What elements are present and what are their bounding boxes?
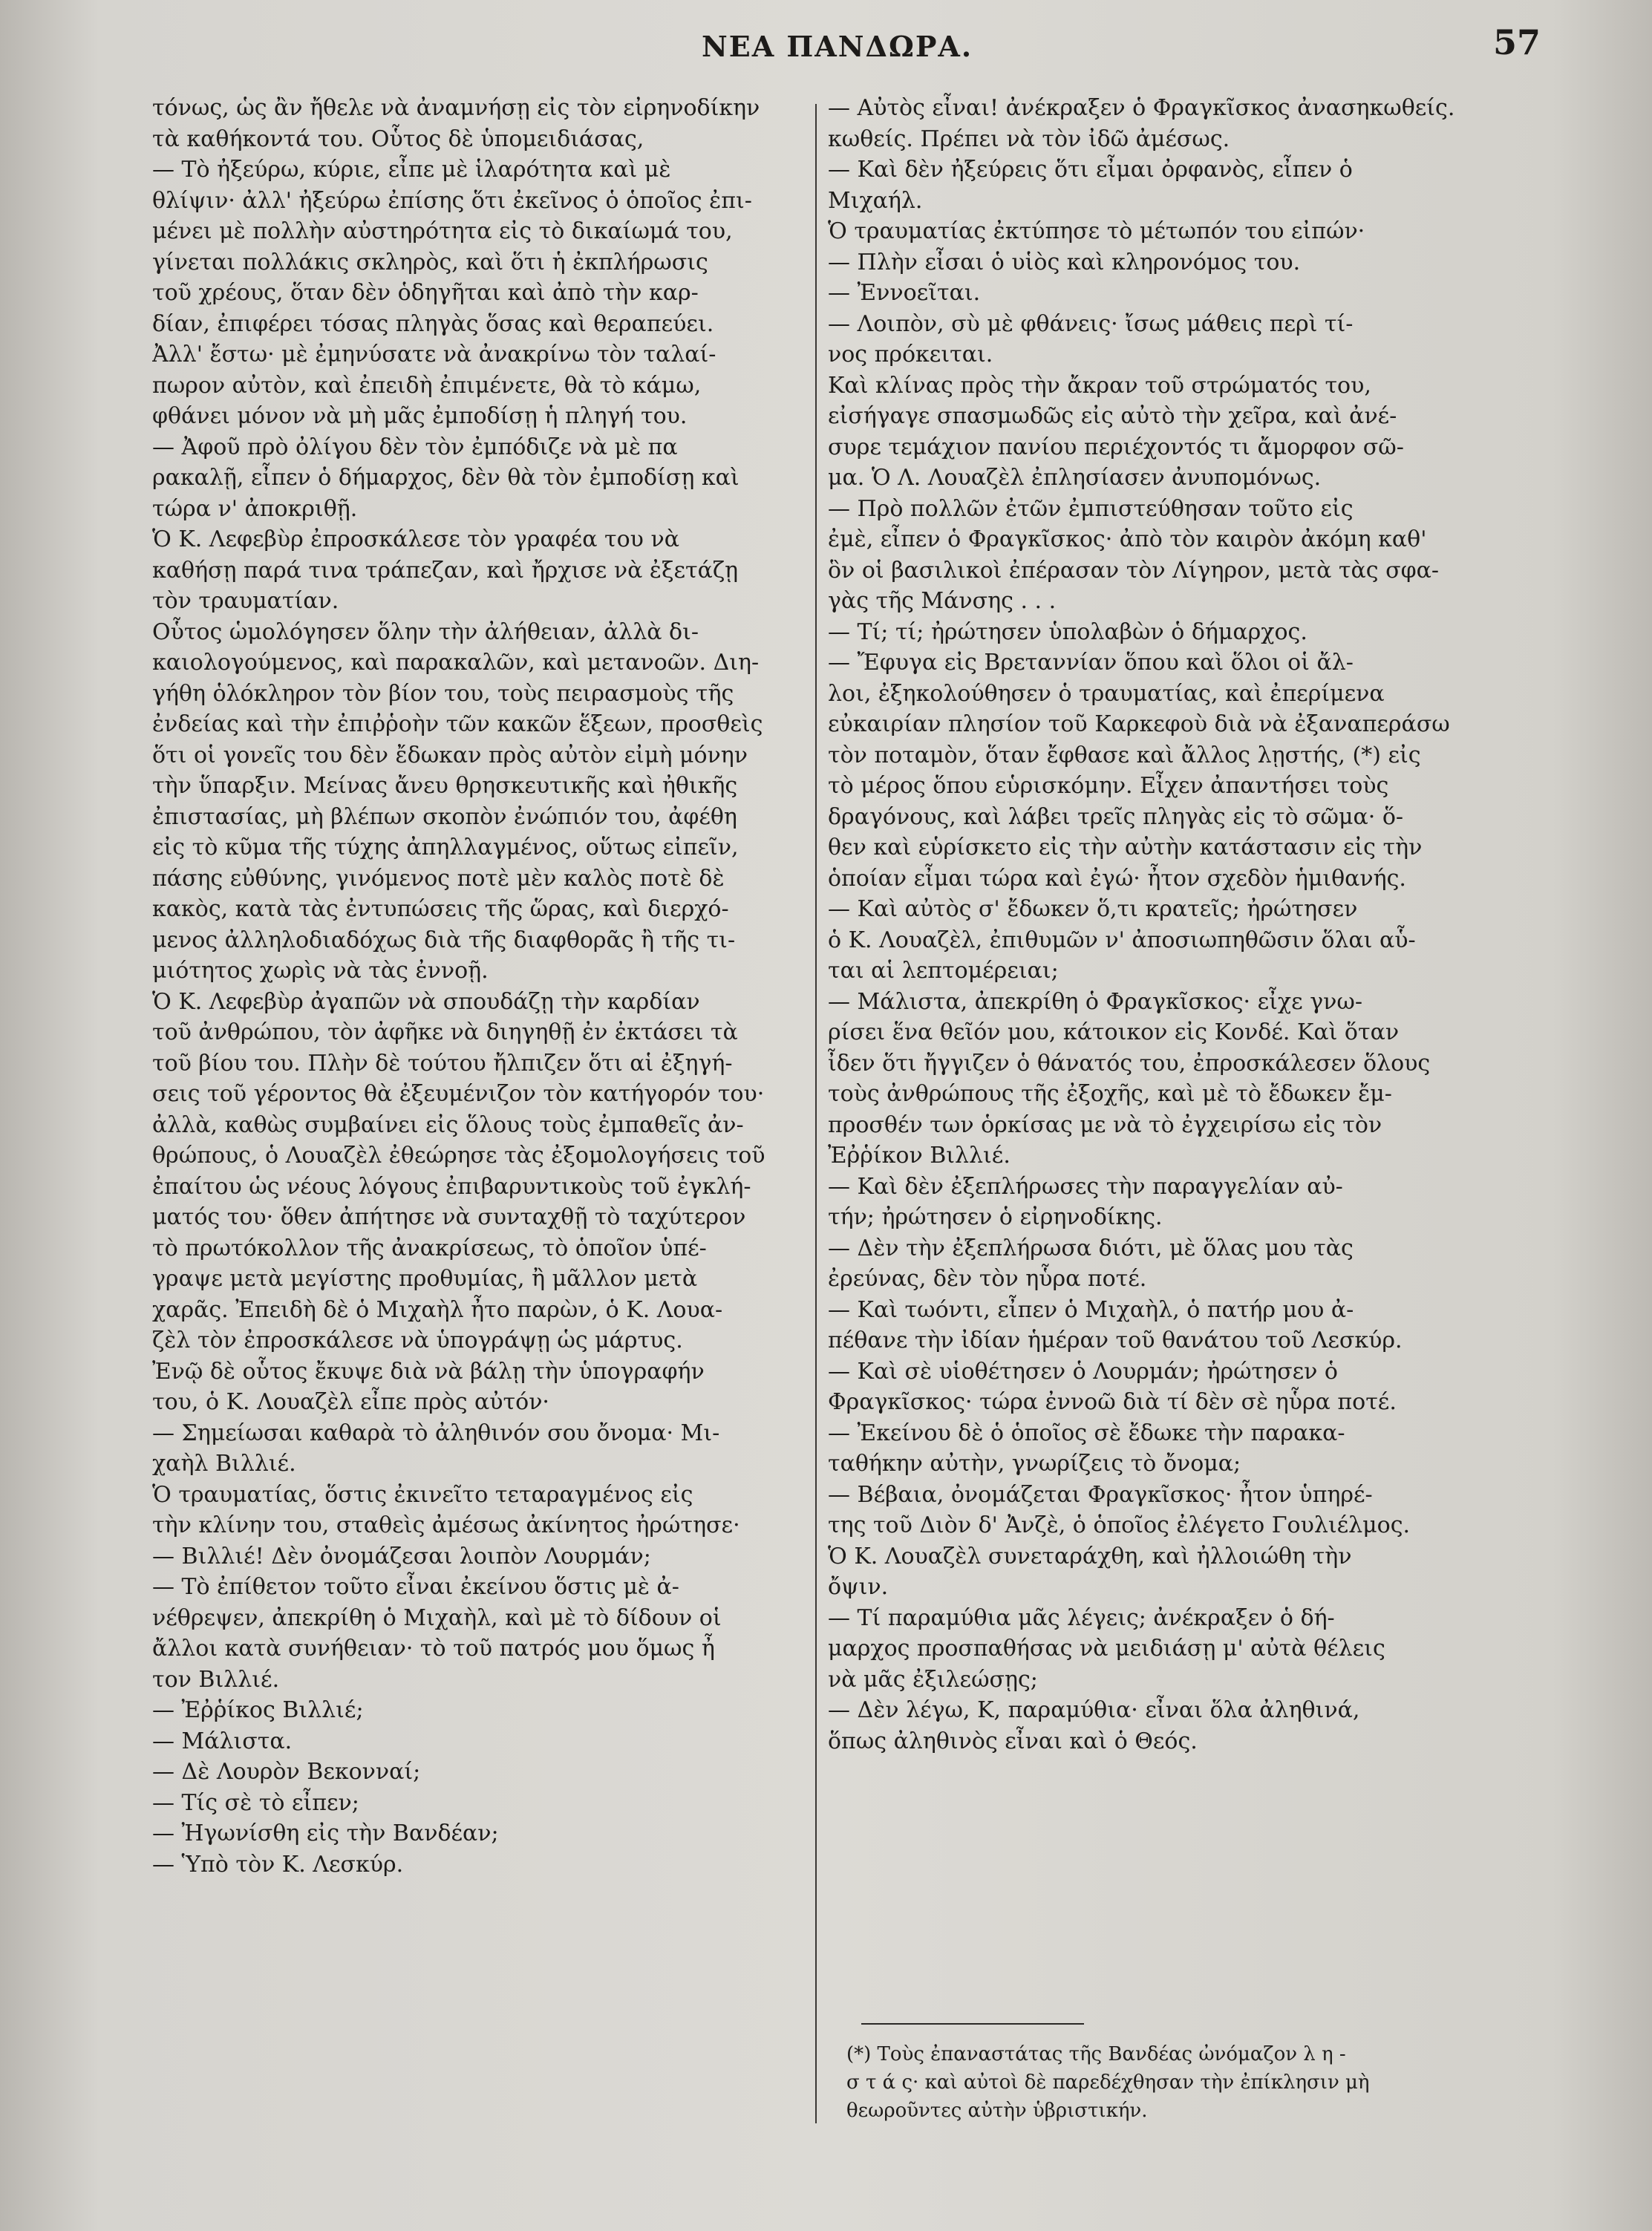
column-divider — [815, 104, 817, 2123]
text-line: — Ἠγωνίσθη εἰς τὴν Βανδέαν; — [152, 1820, 499, 1846]
text-line: χαὴλ Βιλλιέ. — [152, 1451, 296, 1477]
text-line: τὸν ποταμὸν, ὅταν ἔφθασε καὶ ἄλλος λῃστής, (*) εἰς — [828, 742, 1421, 768]
text-line: πάσης εὐθύνης, γινόμενος ποτὲ μὲν καλὸς ποτὲ δὲ — [152, 865, 725, 892]
text-line: — Δὲν τὴν ἐξεπλήρωσα διότι, μὲ ὅλας μου τὰς — [828, 1235, 1354, 1261]
text-line: ρακαλῇ, εἶπεν ὁ δήμαρχος, δὲν θὰ τὸν ἐμποδίσῃ καὶ — [152, 465, 740, 491]
text-line: ἶδεν ὅτι ἤγγιζεν ὁ θάνατός του, ἐπροσκάλεσεν ὅλους — [828, 1050, 1431, 1077]
text-line: — Ἀφοῦ πρὸ ὀλίγου δὲν τὸν ἐμπόδιζε νὰ μὲ πα — [152, 434, 678, 460]
text-line: θεν καὶ εὑρίσκετο εἰς τὴν αὐτὴν κατάστασιν εἰς τὴν — [828, 834, 1423, 860]
text-line: κακὸς, κατὰ τὰς ἐντυπώσεις τῆς ὥρας, καὶ διερχό- — [152, 896, 729, 922]
text-line: Μιχαήλ. — [828, 187, 923, 214]
text-line: τοῦ χρέους, ὅταν δὲν ὁδηγῆται καὶ ἀπὸ τὴν καρ- — [152, 280, 699, 306]
text-line: ὁποίαν εἶμαι τώρα καὶ ἐγώ· ἦτον σχεδὸν ἡμιθανής. — [828, 865, 1406, 892]
text-line: τὴν κλίνην του, σταθεὶς ἀμέσως ἀκίνητος ἠρώτησε· — [152, 1512, 740, 1538]
text-line: — Βιλλιέ! Δὲν ὀνομάζεσαι λοιπὸν Λουρμάν; — [152, 1543, 651, 1569]
text-line: χαρᾶς. Ἐπειδὴ δὲ ὁ Μιχαὴλ ἦτο παρὼν, ὁ Κ. Λουα- — [152, 1296, 723, 1323]
text-line: τὸ πρωτόκολλον τῆς ἀνακρίσεως, τὸ ὁποῖον ὑπέ- — [152, 1235, 707, 1261]
text-line: εἰσήγαγε σπασμωδῶς εἰς αὐτὸ τὴν χεῖρα, καὶ ἀνέ- — [828, 403, 1397, 429]
text-line: συρε τεμάχιον πανίου περιέχοντός τι ἄμορφον σῶ- — [828, 434, 1404, 460]
text-line: τοῦ ἀνθρώπου, τὸν ἀφῆκε νὰ διηγηθῇ ἐν ἐκτάσει τὰ — [152, 1019, 738, 1045]
text-line: πωρον αὐτὸν, καὶ ἐπειδὴ ἐπιμένετε, θὰ τὸ κάμω, — [152, 372, 702, 399]
text-line: μενος ἀλληλοδιαδόχως διὰ τῆς διαφθορᾶς ἢ τῆς τι- — [152, 927, 736, 953]
text-line: νέθρεψεν, ἀπεκρίθη ὁ Μιχαὴλ, καὶ μὲ τὸ δίδουν οἱ — [152, 1604, 722, 1631]
text-line: κωθείς. Πρέπει νὰ τὸν ἰδῶ ἀμέσως. — [828, 125, 1230, 152]
right-column — [828, 93, 1470, 1757]
text-line: — Δὲ Λουρὸν Βεκονναί; — [152, 1759, 421, 1785]
text-line: — Μάλιστα, ἀπεκρίθη ὁ Φραγκῖσκος· εἶχε γνω- — [828, 988, 1362, 1015]
text-line: Ὁ Κ. Λεφεβὺρ ἐπροσκάλεσε τὸν γραφέα του νὰ — [152, 526, 679, 552]
text-line: δίαν, ἐπιφέρει τόσας πληγὰς ὅσας καὶ θεραπεύει. — [152, 310, 714, 337]
text-line: — Καὶ δὲν ἠξεύρεις ὅτι εἶμαι ὀρφανὸς, εἶπεν ὁ — [828, 157, 1353, 183]
text-line: — Αὐτὸς εἶναι! ἀνέκραξεν ὁ Φραγκῖσκος ἀνασηκωθείς. — [828, 95, 1455, 121]
text-line: μαρχος προσπαθήσας νὰ μειδιάσῃ μ' αὐτὰ θέλεις — [828, 1636, 1385, 1662]
footnote-line: (*) Τοὺς ἐπαναστάτας τῆς Βανδέας ὠνόμαζον λ η - — [846, 2043, 1346, 2065]
text-line: μιότητος χωρὶς νὰ τὰς ἐννοῇ. — [152, 958, 489, 984]
text-line: της τοῦ Διὸν δ' Ἀνζὲ, ὁ ὁποῖος ἐλέγετο Γουλιέλμος. — [828, 1512, 1411, 1538]
text-line: τώρα ν' ἀποκριθῇ. — [152, 495, 358, 522]
text-line: — Καὶ τωόντι, εἶπεν ὁ Μιχαὴλ, ὁ πατήρ μου ἀ- — [828, 1296, 1354, 1323]
text-line: Ὁ τραυματίας, ὅστις ἐκινεῖτο τεταραγμένος εἰς — [152, 1481, 693, 1508]
text-line: Ὁ Κ. Λεφεβὺρ ἀγαπῶν νὰ σπουδάζῃ τὴν καρδίαν — [152, 988, 700, 1015]
text-line: Ὁ τραυματίας ἐκτύπησε τὸ μέτωπόν του εἰπών· — [828, 218, 1365, 244]
text-line: ὃν οἱ βασιλικοὶ ἐπέρασαν τὸν Λίγηρον, μετὰ τὰς σφα- — [828, 557, 1439, 584]
text-line: γίνεται πολλάκις σκληρὸς, καὶ ὅτι ἡ ἐκπλήρωσις — [152, 249, 708, 275]
text-line: ἀλλὰ, καθὼς συμβαίνει εἰς ὅλους τοὺς ἐμπαθεῖς ἀν- — [152, 1111, 744, 1138]
text-line: — Ἐῤῥίκος Βιλλιέ; — [152, 1697, 364, 1723]
text-line: ἐπιστασίας, μὴ βλέπων σκοπὸν ἐνώπιόν του, ἀφέθη — [152, 803, 737, 830]
text-line: τὴν ὕπαρξιν. Μείνας ἄνευ θρησκευτικῆς καὶ ἠθικῆς — [152, 773, 738, 799]
text-line: — Πρὸ πολλῶν ἐτῶν ἐμπιστεύθησαν τοῦτο εἰς — [828, 495, 1354, 522]
text-line: ὅπως ἀληθινὸς εἶναι καὶ ὁ Θεός. — [828, 1728, 1198, 1754]
text-line: μένει μὲ πολλὴν αὐστηρότητα εἰς τὸ δικαίωμά του, — [152, 218, 733, 244]
text-line: ἐπαίτου ὡς νέους λόγους ἐπιβαρυντικοὺς τοῦ ἐγκλή- — [152, 1173, 751, 1200]
text-line: ἐρεύνας, δὲν τὸν ηὗρα ποτέ. — [828, 1266, 1147, 1292]
text-line: νὰ μᾶς ἐξιλεώσῃς; — [828, 1666, 1038, 1693]
text-line: τήν; ἠρώτησεν ὁ εἰρηνοδίκης. — [828, 1204, 1163, 1230]
text-line: θρώπους, ὁ Λουαζὲλ ἐθεώρησε τὰς ἐξομολογήσεις τοῦ — [152, 1143, 765, 1169]
text-line: — Δὲν λέγω, Κ, παραμύθια· εἶναι ὅλα ἀληθινά, — [828, 1697, 1360, 1723]
text-line: προσθέν των ὁρκίσας με νὰ τὸ ἐγχειρίσω εἰς τὸν — [828, 1111, 1382, 1138]
left-column — [152, 93, 806, 1880]
text-line: ἐμὲ, εἶπεν ὁ Φραγκῖσκος· ἀπὸ τὸν καιρὸν ἀκόμη καθ' — [828, 526, 1427, 552]
text-line: Ἐνῷ δὲ οὗτος ἔκυψε διὰ νὰ βάλῃ τὴν ὑπογραφήν — [152, 1358, 705, 1385]
text-line: Ἐῤῥίκον Βιλλιέ. — [828, 1143, 1011, 1169]
text-line: γὰς τῆς Μάνσης . . . — [828, 588, 1057, 614]
text-line: — Καὶ αὐτὸς σ' ἔδωκεν ὅ,τι κρατεῖς; ἠρώτησεν — [828, 896, 1358, 922]
text-line: — Τὸ ἠξεύρω, κύριε, εἶπε μὲ ἱλαρότητα καὶ μὲ — [152, 157, 671, 183]
text-line: — Τίς σὲ τὸ εἶπεν; — [152, 1789, 359, 1816]
text-line: ρίσει ἕνα θεῖόν μου, κάτοικον εἰς Κονδέ. Καὶ ὅταν — [828, 1019, 1400, 1045]
text-line: Φραγκῖσκος· τώρα ἐννοῶ διὰ τί δὲν σὲ ηὗρα ποτέ. — [828, 1389, 1397, 1415]
text-line: σεις τοῦ γέροντος θὰ ἐξευμένιζον τὸν κατήγορόν του· — [152, 1081, 765, 1107]
text-line: τοῦ βίου του. Πλὴν δὲ τούτου ἤλπιζεν ὅτι αἱ ἐξηγή- — [152, 1050, 733, 1077]
text-line: νος πρόκειται. — [828, 342, 993, 368]
text-line: θλίψιν· ἀλλ' ἠξεύρω ἐπίσης ὅτι ἐκεῖνος ὁ ὁποῖος ἐπι- — [152, 187, 752, 214]
text-line: λοι, ἐξηκολούθησεν ὁ τραυματίας, καὶ ἐπερίμενα — [828, 680, 1385, 707]
text-line: — Μάλιστα. — [152, 1728, 293, 1754]
text-line: — Ἐννοεῖται. — [828, 280, 981, 306]
text-line: — Λοιπὸν, σὺ μὲ φθάνεις· ἴσως μάθεις περὶ τί- — [828, 310, 1354, 337]
text-line: φθάνει μόνον νὰ μὴ μᾶς ἐμποδίσῃ ἡ πληγή του. — [152, 403, 688, 429]
text-line: Οὗτος ὡμολόγησεν ὅλην τὴν ἀλήθειαν, ἀλλὰ δι- — [152, 618, 699, 645]
text-line: — Τὸ ἐπίθετον τοῦτο εἶναι ἐκείνου ὅστις μὲ ἀ- — [152, 1574, 679, 1600]
text-line: — Πλὴν εἶσαι ὁ υἱὸς καὶ κληρονόμος του. — [828, 249, 1301, 275]
text-line: του, ὁ Κ. Λουαζὲλ εἶπε πρὸς αὐτόν· — [152, 1389, 549, 1415]
text-line: — Καὶ σὲ υἱοθέτησεν ὁ Λουρμάν; ἠρώτησεν ὁ — [828, 1358, 1338, 1385]
text-line: τον Βιλλιέ. — [152, 1666, 280, 1693]
text-line: καιολογούμενος, καὶ παρακαλῶν, καὶ μετανοῶν. Διη- — [152, 650, 760, 676]
text-line: πέθανε τὴν ἰδίαν ἡμέραν τοῦ θανάτου τοῦ Λεσκύρ. — [828, 1327, 1403, 1353]
text-line: τόνως, ὡς ἂν ἤθελε νὰ ἀναμνήσῃ εἰς τὸν εἰρηνοδίκην — [152, 95, 760, 121]
text-line: — Σημείωσαι καθαρὰ τὸ ἀληθινόν σου ὄνομα· Μι- — [152, 1420, 720, 1446]
footnote-divider — [861, 2023, 1084, 2025]
page-number: 57 — [1492, 22, 1541, 62]
text-line: γραψε μετὰ μεγίστης προθυμίας, ἢ μᾶλλον μετὰ — [152, 1266, 698, 1292]
text-line: Ὁ Κ. Λουαζὲλ συνεταράχθη, καὶ ἠλλοιώθη τὴν — [828, 1543, 1352, 1569]
text-line: ματός του· ὅθεν ἀπήτησε νὰ συνταχθῇ τὸ ταχύτερον — [152, 1204, 746, 1230]
text-line: Καὶ κλίνας πρὸς τὴν ἄκραν τοῦ στρώματός του, — [828, 372, 1371, 399]
text-line: — Τί; τί; ἠρώτησεν ὑπολαβὼν ὁ δήμαρχος. — [828, 618, 1307, 645]
text-line: ἄλλοι κατὰ συνήθειαν· τὸ τοῦ πατρός μου ὅμως ἦ — [152, 1636, 715, 1662]
text-line: — Ὑπὸ τὸν Κ. Λεσκύρ. — [152, 1851, 404, 1878]
text-line: τὸν τραυματίαν. — [152, 588, 339, 614]
text-line: ταθήκην αὐτὴν, γνωρίζεις τὸ ὄνομα; — [828, 1451, 1241, 1477]
text-line: τοὺς ἀνθρώπους τῆς ἐξοχῆς, καὶ μὲ τὸ ἔδωκεν ἔμ- — [828, 1081, 1392, 1107]
text-line: — Τί παραμύθια μᾶς λέγεις; ἀνέκραξεν ὁ δή- — [828, 1604, 1335, 1631]
text-line: — Ἐκείνου δὲ ὁ ὁποῖος σὲ ἔδωκε τὴν παρακα- — [828, 1420, 1345, 1446]
footnote-line: θεωροῦντες αὐτὴν ὑβριστικήν. — [846, 2100, 1148, 2122]
text-line: μα. Ὁ Λ. Λουαζὲλ ἐπλησίασεν ἀνυπομόνως. — [828, 465, 1322, 491]
text-line: τὰ καθήκοντά του. Οὗτος δὲ ὑπομειδιάσας, — [152, 125, 644, 152]
footnote — [846, 2040, 1478, 2125]
text-line: δραγόνους, καὶ λάβει τρεῖς πληγὰς εἰς τὸ σῶμα· ὅ- — [828, 803, 1404, 830]
text-line: καθήσῃ παρά τινα τράπεζαν, καὶ ἤρχισε νὰ ἐξετάζῃ — [152, 557, 739, 584]
text-line: ὄψιν. — [828, 1574, 889, 1600]
text-line: εἰς τὸ κῦμα τῆς τύχης ἀπηλλαγμένος, οὕτως εἰπεῖν, — [152, 834, 739, 860]
text-line: ἐνδείας καὶ τὴν ἐπιῤῥοὴν τῶν κακῶν ἕξεων, προσθεὶς — [152, 711, 763, 737]
text-line: ζὲλ τὸν ἐπροσκάλεσε νὰ ὑπογράψῃ ὡς μάρτυς. — [152, 1327, 683, 1353]
text-line: — Ἔφυγα εἰς Βρεταννίαν ὅπου καὶ ὅλοι οἱ ἄλ- — [828, 650, 1354, 676]
running-head-title: ΝΕΑ ΠΑΝΔΩΡΑ. — [702, 30, 973, 63]
text-line: — Βέβαια, ὀνομάζεται Φραγκῖσκος· ἦτον ὑπηρέ- — [828, 1481, 1373, 1508]
text-line: — Καὶ δὲν ἐξεπλήρωσες τὴν παραγγελίαν αὐ- — [828, 1173, 1343, 1200]
text-line: Ἀλλ' ἔστω· μὲ ἐμηνύσατε νὰ ἀνακρίνω τὸν ταλαί- — [152, 342, 716, 368]
text-line: ὁ Κ. Λουαζὲλ, ἐπιθυμῶν ν' ἀποσιωπηθῶσιν ὅλαι αὗ- — [828, 927, 1416, 953]
text-line: γήθη ὁλόκληρον τὸν βίον του, τοὺς πειρασμοὺς τῆς — [152, 680, 734, 707]
text-line: ὅτι οἱ γονεῖς του δὲν ἔδωκαν πρὸς αὐτὸν εἰμὴ μόνην — [152, 742, 748, 768]
text-line: τὸ μέρος ὅπου εὑρισκόμην. Εἶχεν ἀπαντήσει τοὺς — [828, 773, 1389, 799]
text-line: εὐκαιρίαν πλησίον τοῦ Καρκεφοὺ διὰ νὰ ἐξαναπεράσω — [828, 711, 1450, 737]
text-line: ται αἱ λεπτομέρειαι; — [828, 958, 1059, 984]
footnote-line: σ τ ά ς· καὶ αὐτοὶ δὲ παρεδέχθησαν τὴν ἐπίκλησιν μὴ — [846, 2071, 1370, 2094]
